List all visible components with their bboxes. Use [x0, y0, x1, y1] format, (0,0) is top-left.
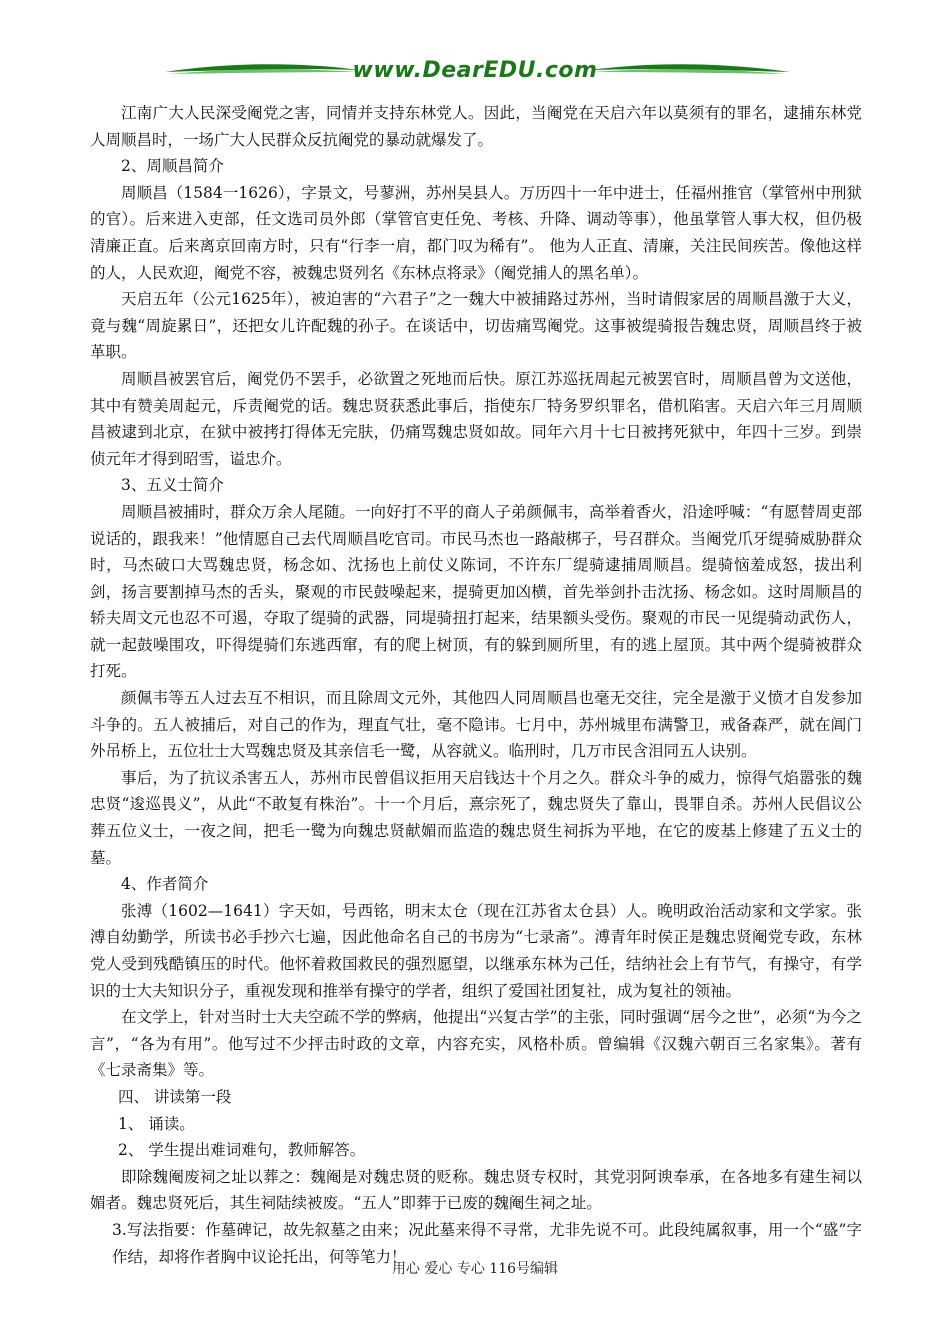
section-heading: 2、 学生提出难词难句，教师解答。 — [118, 1141, 366, 1160]
page-header — [0, 50, 950, 90]
section-heading: 四、 讲读第一段 — [118, 1087, 232, 1106]
body-paragraph: 即除魏阉废祠之址以葬之：魏阉是对魏忠贤的贬称。魏忠贤专权时，其党羽阿谀奉承，在各地多有建生祠以媚者。魏忠贤死后，其生祠陆续被废。“五人”即葬于已废的魏阉生祠之址。 — [90, 1167, 862, 1213]
body-paragraph: 2、周顺昌简介 — [121, 157, 224, 176]
body-paragraph: 天启五年（公元1625年），被迫害的“六君子”之一魏大中被捕路过苏州，当时请假家居的周顺昌激于大义，竟与魏“周旋累日”，还把女儿许配魏的孙子。在谈话中，切齿痛骂阉党。这事被缇骑报告魏忠贤，周顺昌终于被革职。 — [90, 290, 862, 362]
section-heading: 1、 诵读。 — [118, 1114, 195, 1133]
site-logo-text: www.DearEDU.com — [352, 58, 598, 83]
page-footer: 用心 爱心 专心 116号编辑 — [391, 1261, 559, 1277]
body-paragraph: 事后，为了抗议杀害五人，苏州市民曾倡议拒用天启钱达十个月之久。群众斗争的威力，惊得气焰嚣张的魏忠贤“逡巡畏义”，从此“不敢复有株治”。十一个月后，熹宗死了，魏忠贤失了靠山，畏罪自杀。苏州人民倡议公葬五位义士，一夜之间，把毛一鹭为向魏忠贤献媚而监造的魏忠贤生祠拆为平地，在它的废基上修建了五义士的墓。 — [90, 768, 862, 867]
body-paragraph: 周顺昌（1584一1626），字景文，号蓼洲，苏州吴县人。万历四十一年中进士，任福州推官（掌管州中刑狱的官）。后来进入吏部，任文选司员外郎（掌管官吏任免、考核、升降、调动等事），他虽掌管人事大权，但仍极清廉正直。后来离京回南方时，只有“行李一肩，都门叹为稀有”。 他为人正直、清廉，关注民间疾苦。像他这样的人，人民欢迎，阉党不容，被魏忠贤列名《东林点将录》（阉党捕人的黑名单）。 — [90, 183, 862, 282]
body-paragraph: 4、作者简介 — [121, 875, 209, 894]
body-paragraph: 张溥（1602—1641）字天如，号西铭，明末太仓（现在江苏省太仓县）人。晚明政治活动家和文学家。张溥自幼勤学，所读书必手抄六七遍，因此他命名自己的书房为“七录斋”。溥青年时侯正是魏忠贤阉党专政，东林党人受到残酷镇压的时代。他怀着救国救民的强烈愿望，以继承东林为己任，结纳社会上有节气，有操守，有学识的士大夫知识分子，重视发现和推举有操守的学者，组织了爱国社团复社，成为复社的领袖。 — [90, 901, 862, 1000]
body-paragraph: 周顺昌被罢官后，阉党仍不罢手，必欲置之死地而后快。原江苏巡抚周起元被罢官时，周顺昌曾为文送他，其中有赞美周起元，斥责阉党的话。魏忠贤获悉此事后，指使东厂特务罗织罪名，借机陷害。天启六年三月周顺昌被逮到北京，在狱中被拷打得体无完肤，仍痛骂魏忠贤如故。同年六月十七日被拷死狱中，年四十三岁。到崇侦元年才得到昭雪，谥忠介。 — [90, 369, 862, 468]
body-paragraph: 周顺昌被捕时，群众万余人尾随。一向好打不平的商人子弟颜佩韦，高举着香火，沿途呼喊：“有愿替周吏部说话的，跟我来！”他情愿自己去代周顺昌吃官司。市民马杰也一路敲梆子，号召群众。当阉党爪牙缇骑威胁群众时，马杰破口大骂魏忠贤，杨念如、沈扬也上前仗义陈词，不许东厂缇骑逮捕周顺昌。缇骑恼羞成怒，拔出利剑，扬言要割掉马杰的舌头，聚观的市民鼓噪起来，提骑更加凶横，首先举剑扑击沈扬、杨念如。这时周顺昌的轿夫周文元也忍不可遏，夺取了缇骑的武器，同堤骑扭打起来，结果额头受伤。聚观的市民一见缇骑动武伤人，就一起鼓噪围攻，吓得缇骑们东逃西窜，有的爬上树顶，有的躲到厕所里，有的逃上屋顶。其中两个缇骑被群众打死。 — [90, 502, 862, 681]
body-paragraph: 3、五义士简介 — [121, 476, 224, 495]
body-paragraph: 在文学上，针对当时士大夫空疏不学的弊病，他提出“兴复古学”的主张，同时强调“居今之世”，必须“为今之言”，“各为有用”。他写过不少抨击时政的文章，内容充实，风格朴质。曾编辑《汉魏六朝百三名家集》。著有《七录斋集》等。 — [90, 1008, 862, 1080]
body-paragraph: 江南广大人民深受阉党之害，同情并支持东林党人。因此，当阉党在天启六年以莫须有的罪名，逮捕东林党人周顺昌时，一场广大人民群众反抗阉党的暴动就爆发了。 — [90, 104, 862, 149]
document-body — [90, 100, 862, 1270]
section-heading: 3.写法指要：作墓碑记，故先叙墓之由来；况此墓来得不寻常，尤非先说不可。此段纯属叙事，用一个“盛”字作结，却将作者胸中议论托出，何等笔力！ — [112, 1220, 862, 1266]
body-paragraph: 颜佩韦等五人过去互不相识，而且除周文元外，其他四人同周顺昌也毫无交往，完全是激于义愤才自发参加斗争的。五人被捕后，对自己的作为，理直气壮，毫不隐讳。七月中，苏州城里布满警卫，戒备森严，就在阊门外吊桥上，五位壮士大骂魏忠贤及其亲信毛一鹭，从容就义。临刑时，几万市民含泪同五人诀别。 — [90, 689, 862, 761]
